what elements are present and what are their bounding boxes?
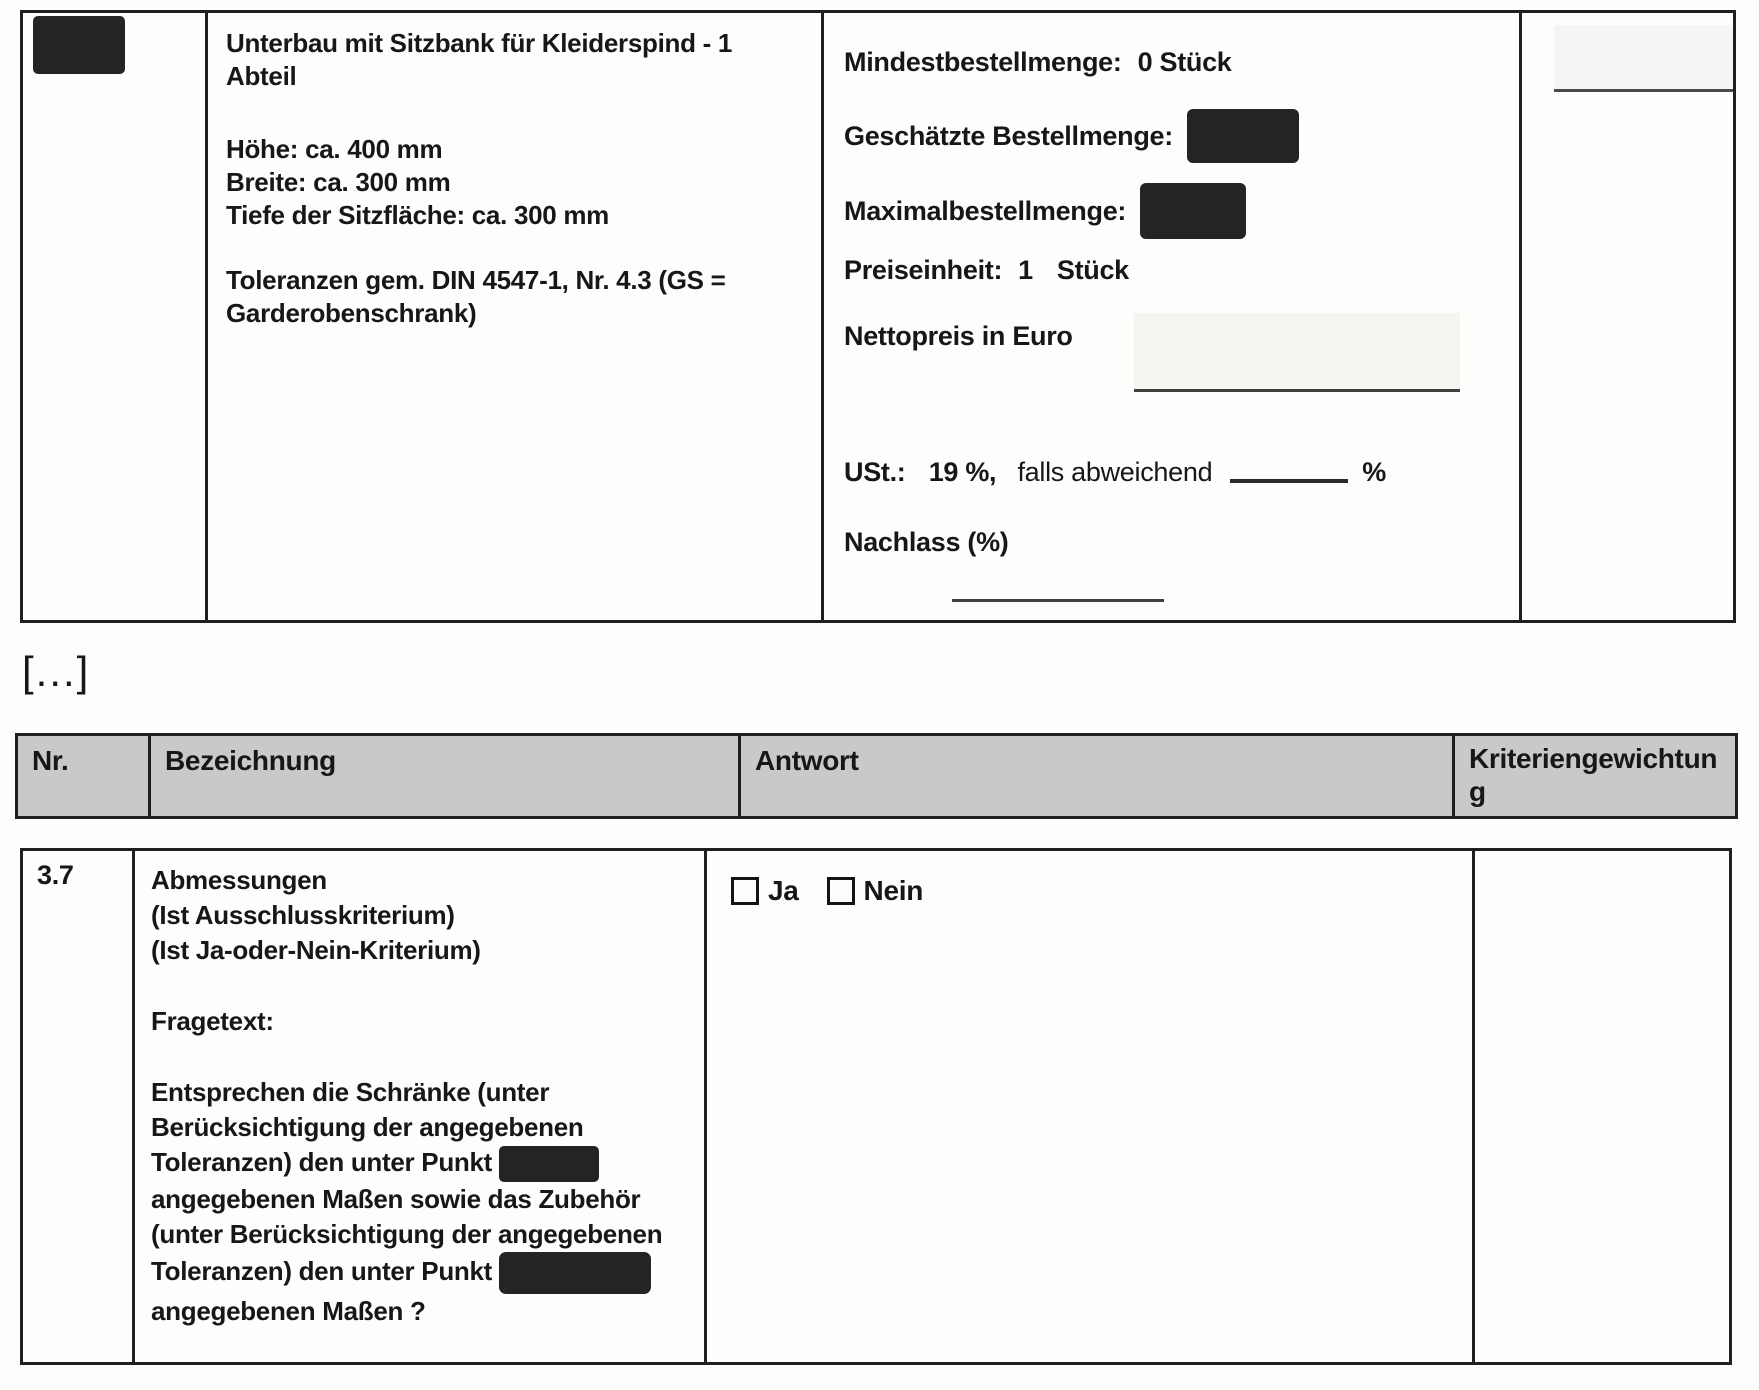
yes-no-options bbox=[731, 875, 1472, 907]
criteria-description-cell bbox=[135, 851, 707, 1362]
criteria-table-header bbox=[15, 733, 1738, 819]
criteria-row-3-7 bbox=[20, 848, 1732, 1365]
max-qty-redaction-box bbox=[1140, 183, 1246, 239]
product-description-cell bbox=[208, 13, 824, 620]
vat-fallback-text: falls abweichend bbox=[1017, 457, 1213, 487]
question-redaction-box-2 bbox=[499, 1252, 651, 1294]
price-unit-row bbox=[844, 255, 1129, 286]
question-label: Fragetext: bbox=[151, 1006, 274, 1036]
discount-label: Nachlass (%) bbox=[844, 527, 1009, 557]
question-part: angegebenen Maßen ? bbox=[151, 1296, 426, 1327]
vat-label: USt.: bbox=[844, 457, 906, 487]
item-number-cell bbox=[23, 13, 208, 620]
estimated-qty-redaction-box bbox=[1187, 109, 1299, 163]
dimension-line: Höhe: ca. 400 mm bbox=[226, 134, 443, 164]
question-part: Entsprechen die Schränke (unter Berücksichtigung der angegebenen Toleranzen) den unter Punkt bbox=[151, 1077, 584, 1177]
weighting-cell bbox=[1475, 851, 1729, 1362]
vat-percent-blank-line[interactable] bbox=[1230, 473, 1348, 483]
nein-checkbox[interactable] bbox=[827, 877, 855, 905]
tolerance-note: Toleranzen gem. DIN 4547-1, Nr. 4.3 (GS = Garderobenschrank) bbox=[226, 265, 726, 328]
answer-cell bbox=[707, 851, 1475, 1362]
omitted-content-marker: [...] bbox=[22, 648, 91, 695]
product-dimensions bbox=[226, 133, 803, 232]
table-right-blank-cell bbox=[1522, 13, 1733, 620]
dimension-line: Tiefe der Sitzfläche: ca. 300 mm bbox=[226, 200, 609, 230]
estimated-order-qty-row bbox=[844, 109, 1299, 163]
net-price-label: Nettopreis in Euro bbox=[844, 321, 1073, 351]
order-quantity-cell bbox=[824, 13, 1522, 620]
product-title: Unterbau mit Sitzbank für Kleiderspind - 1 Abteil bbox=[226, 28, 733, 91]
max-order-qty-row bbox=[844, 183, 1246, 239]
discount-input-line[interactable] bbox=[952, 599, 1164, 602]
question-redaction-box-1 bbox=[499, 1146, 599, 1182]
item-number-redaction-box bbox=[33, 16, 125, 74]
question-text bbox=[151, 1075, 688, 1329]
vat-percent-suffix: % bbox=[1362, 457, 1386, 487]
min-order-qty-row bbox=[844, 47, 1232, 78]
nein-label: Nein bbox=[863, 875, 924, 906]
header-bezeichnung: Bezeichnung bbox=[151, 736, 741, 817]
question-part: angegebenen Maßen sowie das Zubehör (unter Berücksichtigung der angegebenen Toleranzen) den unter Punkt bbox=[151, 1184, 663, 1286]
net-price-input-line[interactable] bbox=[1134, 313, 1460, 392]
criteria-note: (Ist Ausschlusskriterium) bbox=[151, 900, 455, 930]
header-antwort: Antwort bbox=[741, 736, 1455, 817]
vat-value: 19 %, bbox=[928, 457, 997, 487]
price-unit-qty: 1 bbox=[1018, 255, 1033, 285]
price-unit-unit: Stück bbox=[1056, 255, 1129, 285]
min-order-qty-label: Mindestbestellmenge: bbox=[844, 47, 1122, 77]
min-order-qty-value: 0 Stück bbox=[1137, 47, 1232, 77]
max-order-qty-label: Maximalbestellmenge: bbox=[844, 195, 1127, 226]
ja-checkbox[interactable] bbox=[731, 877, 759, 905]
estimated-order-qty-label: Geschätzte Bestellmenge: bbox=[844, 120, 1173, 151]
price-unit-label: Preiseinheit: bbox=[844, 255, 1003, 285]
criteria-number-cell: 3.7 bbox=[23, 851, 135, 1362]
right-column-fill-in-line[interactable] bbox=[1554, 25, 1733, 92]
ja-label: Ja bbox=[768, 875, 799, 906]
criteria-note: (Ist Ja-oder-Nein-Kriterium) bbox=[151, 935, 481, 965]
vat-row bbox=[844, 457, 1386, 488]
discount-row bbox=[844, 527, 1008, 558]
product-price-table bbox=[20, 10, 1736, 623]
header-nr: Nr. bbox=[18, 736, 151, 817]
header-kriteriengewichtung: Kriteriengewichtung bbox=[1469, 743, 1718, 807]
dimension-line: Breite: ca. 300 mm bbox=[226, 167, 451, 197]
criteria-title: Abmessungen bbox=[151, 865, 327, 895]
net-price-row bbox=[844, 321, 1073, 352]
